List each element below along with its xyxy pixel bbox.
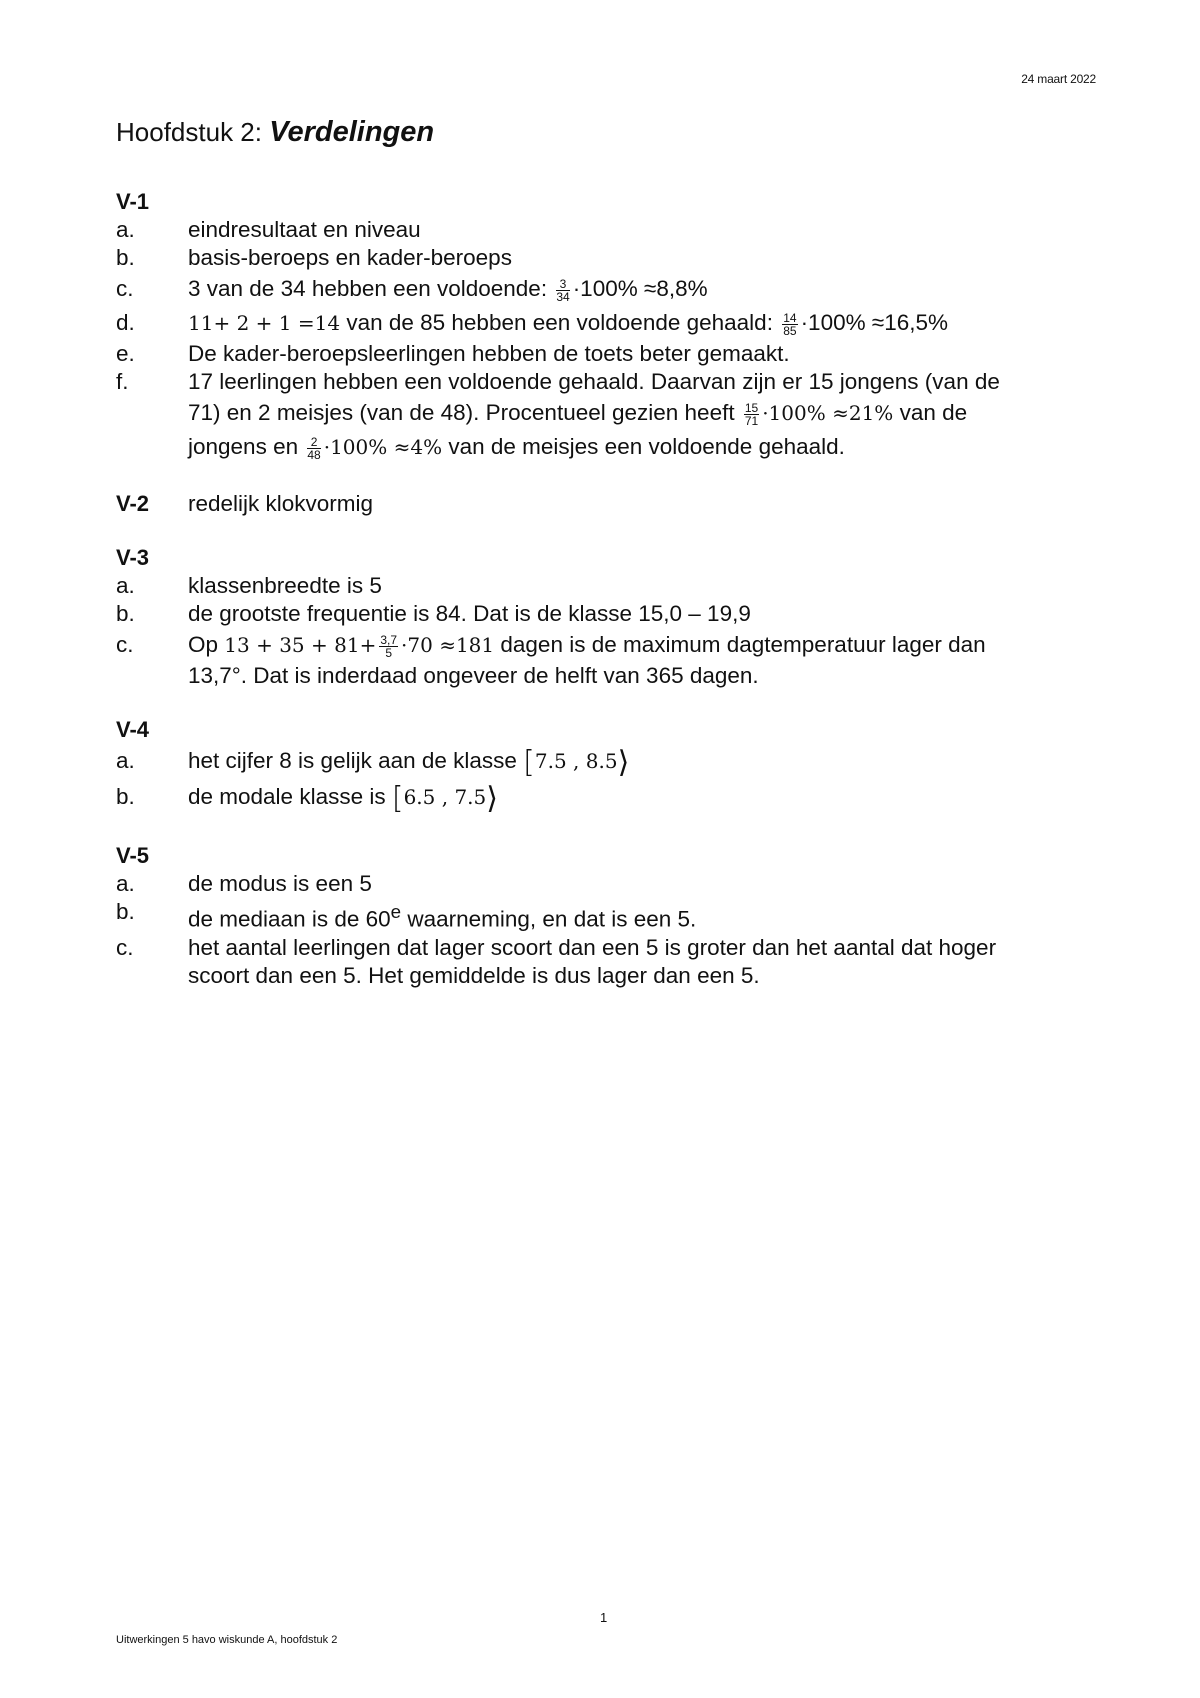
answer-row xyxy=(116,368,1096,464)
answer-row xyxy=(116,744,1096,780)
answer-label: b. xyxy=(116,601,135,626)
answer-text: de grootste frequentie is 84. Dat is de klasse 15,0 – 19,9 xyxy=(188,601,751,626)
document-date: 24 maart 2022 xyxy=(1021,72,1096,86)
fraction-denominator: 48 xyxy=(307,447,321,462)
fraction-numerator: 15 xyxy=(744,400,759,415)
fraction-numerator: 14 xyxy=(783,310,797,325)
answer-text-part: van de 85 hebben een voldoende gehaald: xyxy=(340,310,780,335)
answer-text-part: de mediaan is de 60 xyxy=(188,906,391,932)
answer-row xyxy=(116,780,1096,816)
answer-label: f. xyxy=(116,369,129,394)
answer-text-part: het cijfer 8 is gelijk aan de klasse xyxy=(188,748,524,773)
answer-text xyxy=(188,780,1096,816)
answer-line: 13,7°. Dat is inderdaad ongeveer de helft van 365 dagen. xyxy=(188,663,759,688)
answer-label: a. xyxy=(116,871,135,896)
fraction-numerator: 3,7 xyxy=(380,632,398,647)
answer-text-part: Op xyxy=(188,632,225,657)
answer-label: b. xyxy=(116,245,135,270)
answer-text xyxy=(188,368,1096,464)
answer-text: de modus is een 5 xyxy=(188,871,372,896)
interval-open-bracket: [ xyxy=(523,745,535,780)
answer-label: c. xyxy=(116,276,134,301)
answer-text-part: dagen is de maximum dagtemperatuur lager dan xyxy=(494,632,986,657)
section-v4 xyxy=(116,716,1096,816)
interval-value: 7.5 , 8.5 xyxy=(534,749,618,773)
answer-row xyxy=(116,306,1096,340)
section-heading: V-3 xyxy=(116,545,150,570)
answer-label: a. xyxy=(116,217,135,242)
answer-text-part: de modale klasse is xyxy=(188,784,392,809)
answer-text: klassenbreedte is 5 xyxy=(188,573,382,598)
answer-text-part: waarneming, en dat is een 5. xyxy=(401,906,697,932)
answer-row xyxy=(116,572,1096,600)
math-expression: ·100% ≈16,5% xyxy=(800,310,948,335)
answer-text: basis-beroeps en kader-beroeps xyxy=(188,245,512,270)
answer-line xyxy=(188,628,1096,662)
title-prefix: Hoofdstuk 2: xyxy=(116,117,270,147)
answer-text-part: 71) en 2 meisjes (van de 48). Procentueel gezien heeft xyxy=(188,400,741,425)
section-heading: V-5 xyxy=(116,843,150,868)
answer-row xyxy=(116,600,1096,628)
section-v2 xyxy=(116,490,1096,518)
interval-open-bracket: [ xyxy=(391,781,404,816)
answer-row xyxy=(116,244,1096,272)
answer-label: e. xyxy=(116,341,135,366)
fraction-numerator: 2 xyxy=(307,436,320,449)
superscript: e xyxy=(390,901,402,922)
answer-row xyxy=(116,340,1096,368)
answer-row xyxy=(116,870,1096,898)
math-expression: ·100% ≈21% xyxy=(762,401,894,425)
page-number: 1 xyxy=(600,1610,608,1625)
answer-label: b. xyxy=(116,899,135,924)
answer-row xyxy=(116,898,1096,934)
answer-row xyxy=(116,934,1096,990)
fraction-denominator: 5 xyxy=(385,645,393,660)
answer-text-part: van de xyxy=(893,400,968,425)
interval-close-bracket: ⟩ xyxy=(617,745,630,780)
section-v3 xyxy=(116,544,1096,690)
interval-value: 6.5 , 7.5 xyxy=(403,785,487,809)
answer-row xyxy=(116,272,1096,306)
answer-text: redelijk klokvormig xyxy=(188,491,374,516)
answer-text xyxy=(188,744,1096,780)
answer-row xyxy=(116,216,1096,244)
fraction-denominator: 71 xyxy=(744,413,759,428)
answer-text xyxy=(188,934,1096,990)
section-v1 xyxy=(116,188,1096,464)
answer-text-part: van de meisjes een voldoende gehaald. xyxy=(442,434,845,459)
answer-text xyxy=(188,628,1096,690)
answer-label: a. xyxy=(116,573,135,598)
answer-text: De kader-beroepsleerlingen hebben de toets beter gemaakt. xyxy=(188,341,790,366)
answer-line: het aantal leerlingen dat lager scoort dan een 5 is groter dan het aantal dat hoger xyxy=(188,934,997,960)
fraction-denominator: 85 xyxy=(783,323,797,338)
title-main: Verdelingen xyxy=(269,116,435,148)
math-expression: 11+ 2 + 1 =14 xyxy=(188,311,341,335)
answer-line xyxy=(188,396,1096,430)
section-heading: V-1 xyxy=(116,189,150,214)
interval-close-bracket: ⟩ xyxy=(486,781,498,816)
fraction-denominator: 34 xyxy=(556,289,570,304)
answer-row xyxy=(116,490,1096,518)
answer-line: 17 leerlingen hebben een voldoende gehaald. Daarvan zijn er 15 jongens (van de xyxy=(188,369,1000,394)
answer-text: eindresultaat en niveau xyxy=(188,217,421,242)
fraction xyxy=(307,436,320,461)
page-title xyxy=(116,116,434,149)
answer-label: a. xyxy=(116,748,135,773)
section-heading: V-2 xyxy=(116,491,150,516)
answer-text-part: jongens en xyxy=(188,434,305,459)
answer-line xyxy=(188,430,1096,464)
math-expression: 13 + 35 + 81+ xyxy=(224,633,377,657)
answer-row xyxy=(116,628,1096,690)
fraction xyxy=(744,402,759,427)
fraction xyxy=(782,312,797,337)
answer-label: c. xyxy=(116,934,134,960)
math-expression: ·100% ≈8,8% xyxy=(572,276,708,301)
answer-label: b. xyxy=(116,784,135,809)
fraction-numerator: 3 xyxy=(556,278,569,291)
math-expression: ·70 ≈181 xyxy=(401,633,495,657)
fraction xyxy=(556,278,569,303)
footer-text: Uitwerkingen 5 havo wiskunde A, hoofdstuk 2 xyxy=(116,1634,338,1646)
section-heading: V-4 xyxy=(116,717,150,742)
fraction xyxy=(379,634,398,659)
answer-text xyxy=(188,306,1096,340)
math-expression: ·100% ≈4% xyxy=(323,435,443,459)
answer-text-part: 3 van de 34 hebben een voldoende: xyxy=(188,276,554,301)
answer-text xyxy=(188,272,1096,306)
answer-label: d. xyxy=(116,310,135,335)
answer-label: c. xyxy=(116,632,134,657)
answers-content xyxy=(116,188,1096,1016)
answer-text xyxy=(188,898,1096,934)
section-v5 xyxy=(116,842,1096,990)
answer-line: scoort dan een 5. Het gemiddelde is dus lager dan een 5. xyxy=(188,962,760,988)
